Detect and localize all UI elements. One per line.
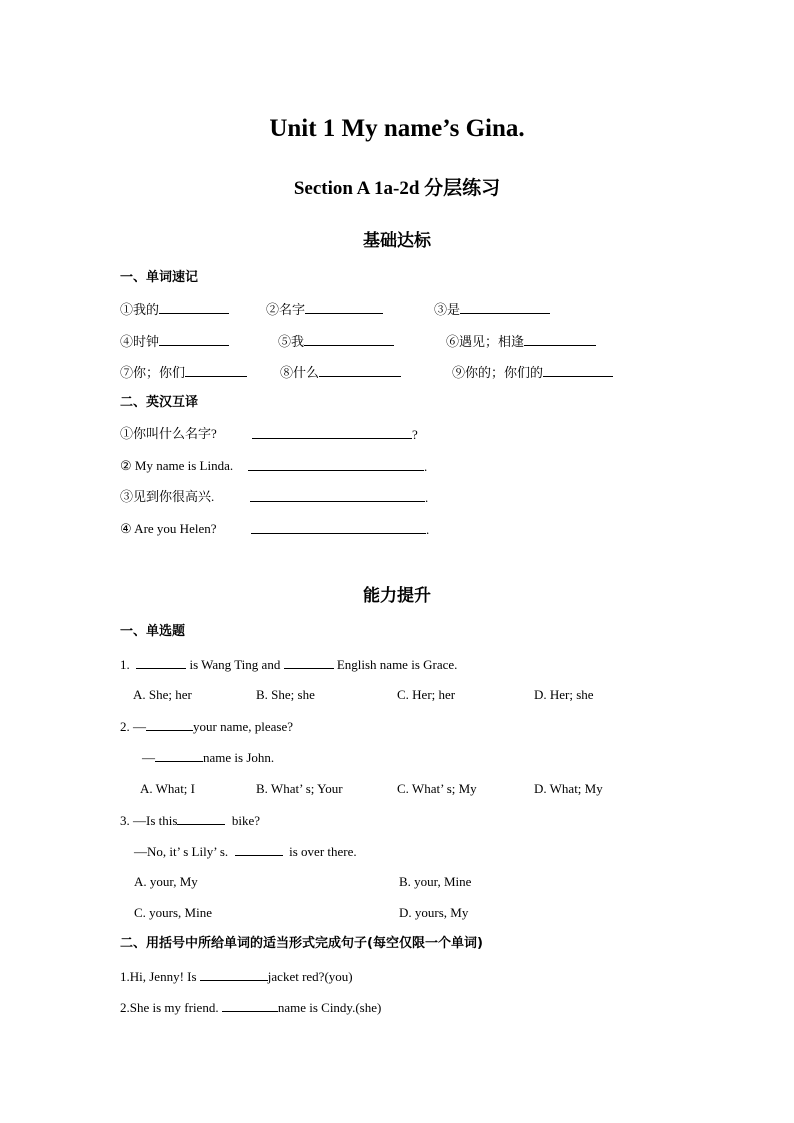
answer-blank[interactable]	[319, 364, 401, 377]
page-title: Unit 1 My name’s Gina.	[269, 115, 525, 142]
section-advanced-heading: 能力提升	[363, 586, 431, 605]
vocab-item: ④时钟	[120, 333, 229, 350]
option-d[interactable]: D. What; My	[534, 781, 603, 796]
answer-blank[interactable]	[543, 364, 613, 377]
answer-blank[interactable]	[248, 458, 424, 471]
fill-sentence-1: 1.Hi, Jenny! Is jacket red?(you)	[120, 969, 353, 984]
answer-blank[interactable]	[524, 333, 596, 346]
translate-answer: .	[251, 521, 429, 538]
answer-blank[interactable]	[200, 968, 268, 981]
option-d[interactable]: D. yours, My	[399, 905, 469, 920]
vocab-item: ⑧什么	[280, 364, 401, 381]
option-a[interactable]: A. She; her	[133, 687, 192, 702]
translate-answer: .	[248, 458, 427, 475]
question-3-reply: —No, it’ s Lily’ s. is over there.	[134, 844, 357, 859]
vocab-item: ①我的	[120, 301, 229, 318]
fill-sentence-2: 2.She is my friend. name is Cindy.(she)	[120, 1000, 382, 1015]
answer-blank[interactable]	[185, 364, 247, 377]
translate-answer: .	[250, 489, 428, 506]
answer-blank[interactable]	[284, 656, 334, 669]
question-3: 3. —Is this bike?	[120, 813, 261, 828]
option-b[interactable]: B. your, Mine	[399, 874, 472, 889]
answer-blank[interactable]	[146, 718, 193, 731]
vocab-item: ⑥遇见；相逢	[446, 333, 596, 350]
question-1: 1. is Wang Ting and English name is Grace.	[120, 657, 458, 672]
vocab-item: ⑤我	[278, 333, 394, 350]
option-b[interactable]: B. What’ s; Your	[256, 781, 343, 796]
translate-prompt: ④ Are you Helen?	[120, 521, 217, 536]
answer-blank[interactable]	[251, 521, 426, 534]
translate-answer: ?	[252, 426, 418, 443]
answer-blank[interactable]	[250, 489, 425, 502]
answer-blank[interactable]	[460, 301, 550, 314]
answer-blank[interactable]	[252, 426, 412, 439]
answer-blank[interactable]	[305, 301, 383, 314]
answer-blank[interactable]	[235, 843, 283, 856]
part-translate-title: 二、英汉互译	[120, 395, 199, 410]
part-vocab-title: 一、单词速记	[120, 270, 199, 285]
option-b[interactable]: B. She; she	[256, 687, 315, 702]
option-c[interactable]: C. yours, Mine	[134, 905, 212, 920]
answer-blank[interactable]	[222, 999, 278, 1012]
option-c[interactable]: C. Her; her	[397, 687, 456, 702]
question-2-reply: — name is John.	[142, 750, 275, 765]
option-d[interactable]: D. Her; she	[534, 687, 594, 702]
vocab-item: ②名字	[266, 301, 383, 318]
part-fill-title: 二、用括号中所给单词的适当形式完成句子(每空仅限一个单词)	[120, 936, 483, 951]
option-a[interactable]: A. your, My	[134, 874, 198, 889]
vocab-item: ⑦你；你们	[120, 364, 247, 381]
answer-blank[interactable]	[136, 656, 186, 669]
answer-blank[interactable]	[304, 333, 394, 346]
option-a[interactable]: A. What; I	[140, 781, 195, 796]
vocab-item: ⑨你的；你们的	[452, 364, 613, 381]
option-c[interactable]: C. What’ s; My	[397, 781, 477, 796]
vocab-item: ③是	[434, 301, 550, 318]
question-2: 2. — your name, please?	[120, 719, 293, 734]
part-choice-title: 一、单选题	[120, 624, 186, 639]
translate-prompt: ①你叫什么名字?	[120, 426, 217, 441]
page-subtitle: Section A 1a-2d 分层练习	[293, 178, 501, 199]
answer-blank[interactable]	[159, 301, 229, 314]
translate-prompt: ② My name is Linda.	[120, 458, 234, 473]
answer-blank[interactable]	[177, 812, 225, 825]
translate-prompt: ③见到你很高兴.	[120, 489, 215, 504]
section-basic-heading: 基础达标	[363, 231, 431, 250]
answer-blank[interactable]	[159, 333, 229, 346]
answer-blank[interactable]	[155, 749, 203, 762]
